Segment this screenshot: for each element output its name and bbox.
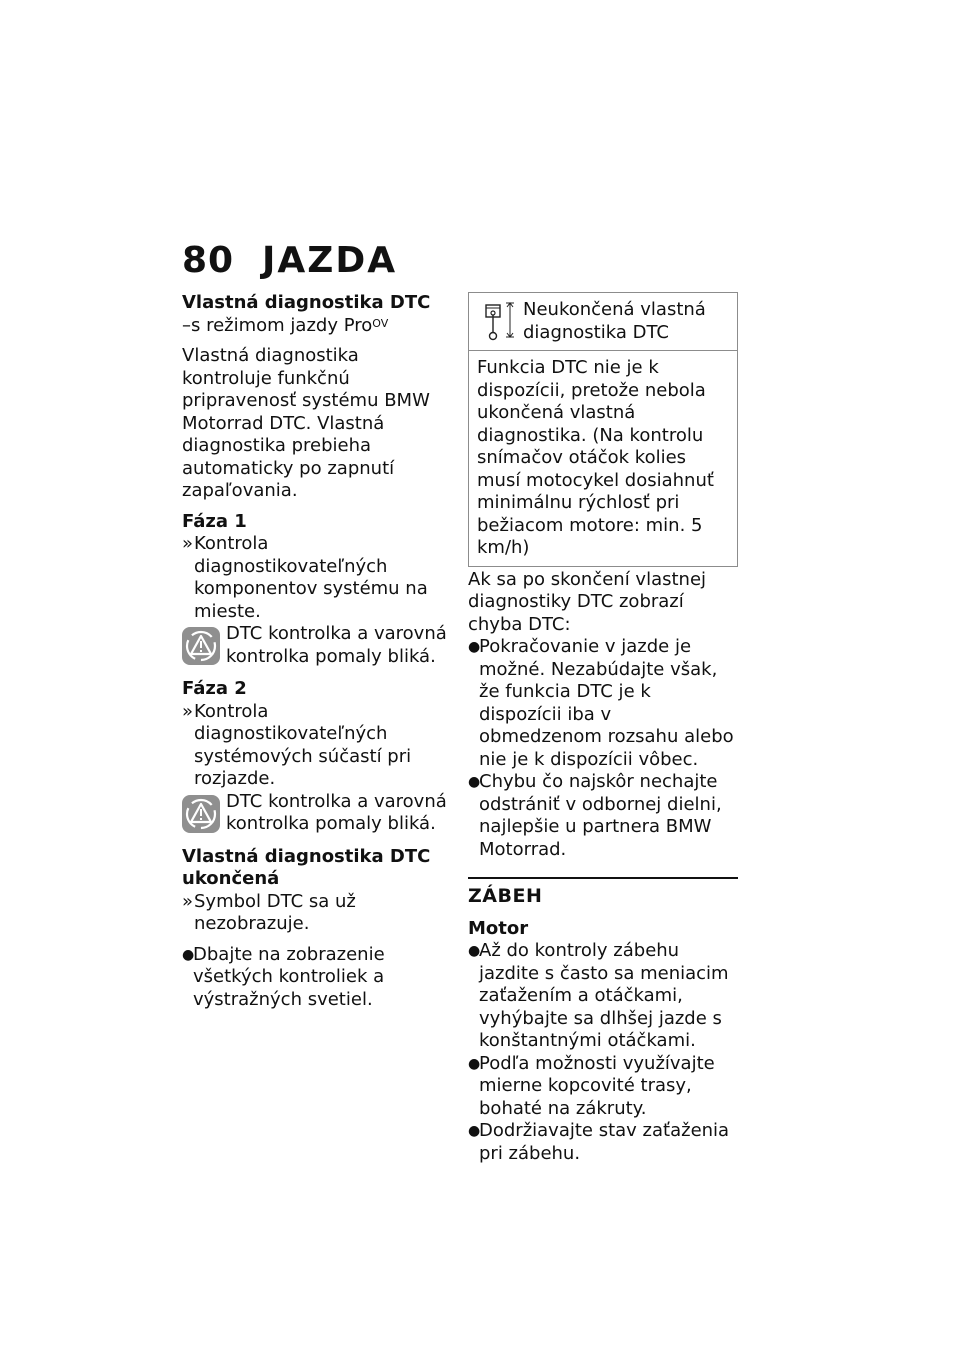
list-item-text: Až do kontroly zábehu jazdite s často sa meniacim zaťažením a otáčkami, vyhýbajte sa dlhšej jazde s konštantnými otáčkami.	[479, 940, 729, 1051]
after-note-paragraph: Ak sa po skončení vlastnej diagnostiky DTC zobrazí chyba DTC:	[468, 568, 707, 635]
section-subtitle	[182, 315, 450, 338]
bullet-marker: ●	[182, 946, 195, 963]
phase1-warning	[182, 623, 450, 668]
phase2-step-text: Kontrola diagnostikovateľných systémových súčastí pri rozjazde.	[194, 700, 412, 789]
right-column	[468, 292, 738, 1165]
phase1-step-text: Kontrola diagnostikovateľných komponentov systému na mieste.	[194, 533, 428, 622]
page-number: 80	[182, 240, 235, 281]
warning-light-icon	[182, 795, 220, 833]
list-item-text: Podľa možnosti využívajte mierne kopcovité trasy, bohaté na zákruty.	[479, 1052, 715, 1119]
bullet-marker: ●	[468, 639, 481, 655]
left-column	[182, 292, 450, 1011]
bullet-marker: ●	[468, 1123, 481, 1139]
chapter-title: JAZDA	[262, 240, 398, 281]
bullet-marker: ●	[468, 1055, 481, 1072]
phase2-warning-text: DTC kontrolka a varovná kontrolka pomaly bliká.	[226, 790, 447, 834]
section-heading: Vlastná diagnostika DTC	[182, 292, 431, 313]
list-item	[468, 1120, 738, 1165]
phase2-step	[182, 701, 450, 791]
step-marker: »	[182, 533, 194, 554]
note-box-header	[469, 293, 737, 351]
engine-piston-icon	[483, 299, 519, 343]
completed-bullet	[182, 944, 450, 1012]
motor-heading: Motor	[468, 917, 529, 939]
bullet-marker: ●	[468, 774, 481, 790]
list-item-text: Chybu čo najskôr nechajte odstrániť v odbornej dielni, najlepšie u partnera BMW Motorrad.	[479, 771, 722, 860]
completed-heading: Vlastná diagnostika DTC ukončená	[182, 845, 431, 889]
list-item	[468, 1053, 738, 1121]
list-item	[468, 940, 738, 1053]
warning-light-icon	[182, 627, 220, 665]
section-divider	[468, 877, 738, 879]
bullet-marker: ●	[468, 943, 481, 959]
completed-step-text: Symbol DTC sa už nezobrazuje.	[194, 890, 356, 934]
phase1-heading: Fáza 1	[182, 510, 247, 532]
list-item-text: Pokračovanie v jazde je možné. Nezabúdajte však, že funkcia DTC je k dispozícii iba v obmedzenom rozsahu alebo nie je k dispozícii vôbec.	[479, 636, 734, 770]
subtitle-text: –s režimom jazdy Pro	[182, 314, 373, 336]
step-marker: »	[182, 700, 194, 722]
list-item	[468, 771, 738, 861]
list-item	[468, 636, 738, 771]
intro-paragraph: Vlastná diagnostika kontroluje funkčnú pripravenosť systému BMW Motorrad DTC. Vlastná diagnostika prebieha automaticky po zapnutí zapaľovania.	[182, 345, 430, 501]
subtitle-superscript: OV	[372, 316, 389, 330]
phase2-heading: Fáza 2	[182, 678, 247, 699]
step-marker: »	[182, 890, 194, 912]
phase1-step	[182, 533, 450, 623]
completed-step	[182, 891, 450, 936]
list-item-text: Dodržiavajte stav zaťaženia pri zábehu.	[479, 1120, 730, 1164]
phase2-warning	[182, 791, 450, 836]
note-body: Funkcia DTC nie je k dispozícii, pretože nebola ukončená vlastná diagnostika. (Na kontrolu snímačov otáčok kolies musí motocykel dosiahnuť minimálnu rýchlosť pri bežiacom motore: min. 5 km/h)	[477, 357, 714, 558]
note-title: Neukončená vlastná diagnostika DTC	[523, 299, 706, 343]
note-box	[468, 292, 738, 567]
phase1-warning-text: DTC kontrolka a varovná kontrolka pomaly bliká.	[226, 623, 447, 667]
section-title-zabeh: ZÁBEH	[468, 885, 543, 907]
completed-bullet-text: Dbajte na zobrazenie všetkých kontroliek a výstražných svetiel.	[193, 943, 385, 1010]
